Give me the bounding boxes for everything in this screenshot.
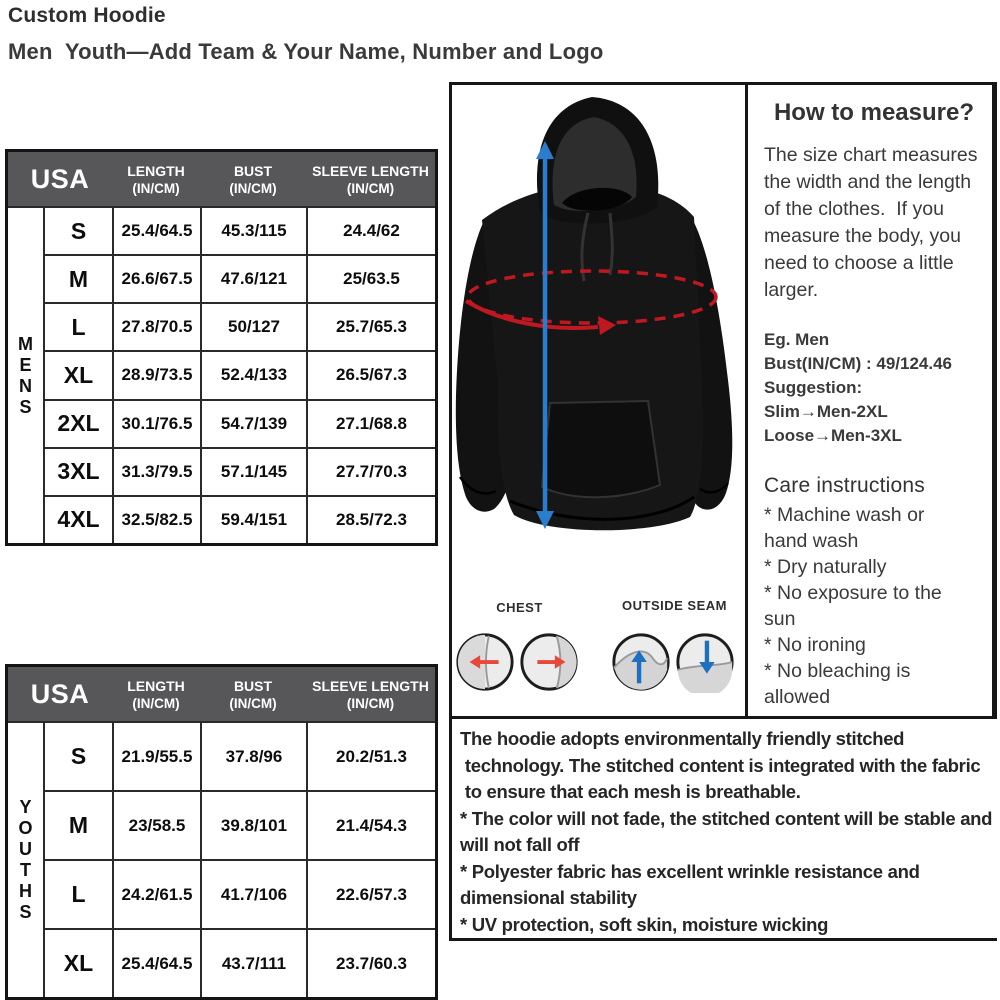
hoodie-image: [452, 85, 745, 593]
feature-line: * The color will not fade, the stitched content will be stable and: [460, 807, 993, 829]
table-row: [45, 495, 435, 543]
length-header: LENGTH (IN/CM): [127, 163, 185, 196]
seam-arrow-down-icon: [674, 631, 736, 693]
care-item: * No exposure to the: [764, 582, 942, 604]
care-item: * No bleaching is: [764, 660, 911, 682]
bust-cell: 50/127: [200, 304, 306, 350]
sleeve-cell: 20.2/51.3: [306, 723, 435, 790]
size-cell: L: [71, 881, 86, 907]
how-to-measure-panel: [748, 82, 997, 719]
bust-cell: 47.6/121: [200, 256, 306, 302]
mens-vertical-label: MENS: [8, 208, 45, 543]
sleeve-cell: 21.4/54.3: [306, 792, 435, 859]
care-instructions-list: [764, 502, 984, 710]
feature-line: The hoodie adopts environmentally friendly stitched: [460, 728, 905, 749]
youths-table-header: [8, 667, 435, 721]
youths-size-table: [5, 664, 438, 1000]
care-instructions-title: Care instructions: [764, 474, 925, 497]
bust-header: BUST (IN/CM): [229, 678, 277, 711]
length-cell: 21.9/55.5: [112, 723, 200, 790]
mens-table-header: [8, 152, 435, 206]
size-cell: M: [68, 812, 89, 838]
mens-size-table: [5, 149, 438, 546]
bust-header: BUST (IN/CM): [229, 163, 277, 196]
seam-arrow-up-icon: [610, 631, 672, 693]
length-cell: 24.2/61.5: [112, 861, 200, 928]
bust-cell: 41.7/106: [200, 861, 306, 928]
length-cell: 32.5/82.5: [112, 497, 200, 543]
table-row: [45, 399, 435, 447]
sleeve-cell: 22.6/57.3: [306, 861, 435, 928]
table-row: [45, 928, 435, 997]
length-cell: 26.6/67.5: [112, 256, 200, 302]
table-row: [45, 790, 435, 859]
length-cell: 30.1/76.5: [112, 401, 200, 447]
sleeve-cell: 23.7/60.3: [306, 930, 435, 997]
bust-cell: 43.7/111: [200, 930, 306, 997]
length-cell: 23/58.5: [112, 792, 200, 859]
youths-vertical-label: YOUTHS: [8, 723, 45, 997]
care-item: * No ironing: [764, 634, 866, 656]
length-cell: 25.4/64.5: [112, 208, 200, 254]
size-cell: M: [68, 265, 89, 292]
feature-line: * Polyester fabric has excellent wrinkle resistance and: [460, 860, 920, 882]
feature-line: * UV protection, soft skin, moisture wicking: [460, 913, 829, 935]
bust-cell: 39.8/101: [200, 792, 306, 859]
bust-cell: 37.8/96: [200, 723, 306, 790]
table-row: [45, 859, 435, 928]
sleeve-cell: 26.5/67.3: [306, 352, 435, 398]
table-row: [45, 254, 435, 302]
care-item: allowed: [764, 686, 831, 708]
sleeve-cell: 28.5/72.3: [306, 497, 435, 543]
size-cell: 2XL: [57, 410, 100, 437]
sleeve-cell: 25.7/65.3: [306, 304, 435, 350]
care-item: sun: [764, 608, 796, 630]
sleeve-cell: 24.4/62: [306, 208, 435, 254]
care-item: * Dry naturally: [764, 556, 887, 578]
table-row: [45, 447, 435, 495]
table-row: [45, 723, 435, 790]
feature-line: to ensure that each mesh is breathable.: [460, 781, 801, 802]
length-cell: 25.4/64.5: [112, 930, 200, 997]
size-cell: 4XL: [57, 506, 100, 533]
length-header: LENGTH (IN/CM): [127, 678, 185, 711]
size-cell: S: [70, 217, 87, 244]
size-cell: L: [71, 313, 86, 340]
hoodie-measure-panel: [449, 82, 748, 719]
page-title: Custom Hoodie: [8, 4, 166, 27]
bust-cell: 54.7/139: [200, 401, 306, 447]
page-subtitle: Men Youth—Add Team & Your Name, Number and Logo: [8, 39, 604, 64]
length-cell: 28.9/73.5: [112, 352, 200, 398]
fabric-features-panel: [449, 719, 997, 941]
length-cell: 31.3/79.5: [112, 449, 200, 495]
size-cell: S: [70, 743, 87, 769]
table-row: [45, 208, 435, 254]
care-item: * Machine wash or: [764, 504, 925, 526]
chest-label: CHEST: [496, 600, 543, 615]
sleeve-length-header: SLEEVE LENGTH (IN/CM): [312, 678, 429, 711]
size-cell: XL: [63, 950, 94, 976]
how-to-measure-text: The size chart measures the width and the length of the clothes. If you measure the body, you need to choose a little larger.: [764, 144, 978, 301]
table-row: [45, 302, 435, 350]
care-item: hand wash: [764, 530, 859, 552]
usa-header: USA: [30, 163, 90, 194]
length-cell: 27.8/70.5: [112, 304, 200, 350]
feature-line: dimensional stability: [460, 887, 637, 908]
size-cell: 3XL: [57, 458, 100, 485]
outside-seam-label: OUTSIDE SEAM: [622, 598, 727, 613]
bust-cell: 57.1/145: [200, 449, 306, 495]
chest-arrow-right-icon: [518, 631, 580, 693]
how-to-measure-title: How to measure?: [773, 99, 975, 126]
chest-arrow-left-icon: [454, 631, 516, 693]
sleeve-cell: 27.7/70.3: [306, 449, 435, 495]
sleeve-cell: 27.1/68.8: [306, 401, 435, 447]
bust-cell: 59.4/151: [200, 497, 306, 543]
table-row: [45, 350, 435, 398]
usa-header: USA: [30, 678, 90, 709]
bust-cell: 45.3/115: [200, 208, 306, 254]
size-suggestion-example: Eg. Men Bust(IN/CM) : 49/124.46 Suggestion: Slim→Men-2XL Loose→Men-3XL: [764, 330, 952, 445]
sleeve-cell: 25/63.5: [306, 256, 435, 302]
bust-cell: 52.4/133: [200, 352, 306, 398]
feature-line: technology. The stitched content is integrated with the fabric: [460, 754, 981, 776]
sleeve-length-header: SLEEVE LENGTH (IN/CM): [312, 163, 429, 196]
size-cell: XL: [63, 361, 94, 388]
feature-line: will not fall off: [460, 834, 580, 855]
header: [8, 4, 604, 65]
